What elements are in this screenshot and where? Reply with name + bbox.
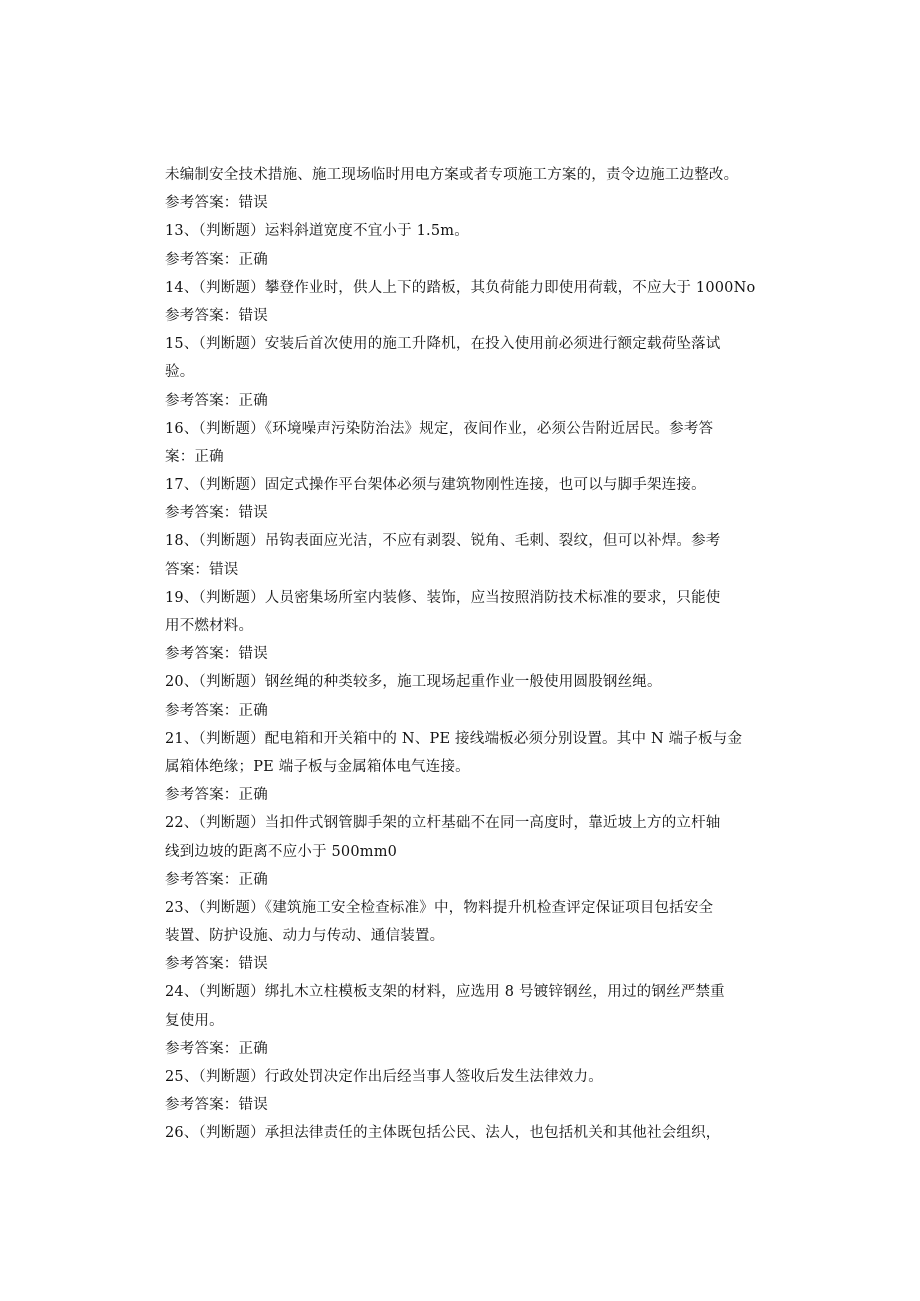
question-line: 21、（判断题）配电箱和开关箱中的 N、PE 接线端板必须分别设置。其中 N 端子板与金 [165, 730, 743, 747]
answer-line: 参考答案：正确 [165, 251, 268, 268]
question-line: 18、（判断题）吊钩表面应光洁，不应有剥裂、锐角、毛刺、裂纹，但可以补焊。参考 [165, 533, 721, 550]
question-line: 24、（判断题）绑扎木立柱模板支架的材料，应选用 8 号镀锌钢丝，用过的钢丝严禁重 [165, 984, 725, 1001]
question-line: 20、（判断题）钢丝绳的种类较多，施工现场起重作业一般使用圆股钢丝绳。 [165, 674, 662, 691]
answer-line: 参考答案：错误 [165, 505, 268, 522]
answer-line: 参考答案：正确 [165, 1040, 268, 1057]
answer-line: 参考答案：错误 [165, 307, 268, 324]
answer-line: 参考答案：错误 [165, 956, 268, 973]
question-line: 17、（判断题）固定式操作平台架体必须与建筑物刚性连接，也可以与脚手架连接。 [165, 477, 706, 494]
question-line: 22、（判断题）当扣件式钢管脚手架的立杆基础不在同一高度时，靠近坡上方的立杆轴 [165, 815, 721, 832]
question-line: 验。 [165, 364, 195, 381]
question-line: 复使用。 [165, 1012, 224, 1029]
text-line: 未编制安全技术措施、施工现场临时用电方案或者专项施工方案的，责令边施工边整改。 [165, 167, 739, 183]
question-line: 属箱体绝缘；PE 端子板与金属箱体电气连接。 [165, 758, 470, 775]
question-line: 15、（判断题）安装后首次使用的施工升降机，在投入使用前必须进行额定载荷坠落试 [165, 336, 721, 353]
question-line: 14、（判断题）攀登作业时，供人上下的踏板，其负荷能力即使用荷载，不应大于 1000No [165, 279, 756, 296]
question-line: 13、（判断题）运料斜道宽度不宜小于 1.5m。 [165, 223, 469, 240]
answer-line: 答案：错误 [165, 561, 239, 578]
question-line: 19、（判断题）人员密集场所室内装修、装饰，应当按照消防技术标准的要求，只能使 [165, 589, 721, 606]
answer-line: 参考答案：正确 [165, 702, 268, 719]
question-line: 16、（判断题）《环境噪声污染防治法》规定，夜间作业，必须公告附近居民。参考答 [165, 420, 714, 437]
answer-line: 案：正确 [165, 448, 224, 465]
question-line: 23、（判断题）《建筑施工安全检查标准》中，物料提升机检查评定保证项目包括安全 [165, 899, 714, 916]
answer-line: 参考答案：错误 [165, 1097, 268, 1114]
answer-line: 参考答案：正确 [165, 787, 268, 804]
answer-line: 参考答案：错误 [165, 646, 268, 663]
question-line: 装置、防护设施、动力与传动、通信装置。 [165, 928, 445, 945]
answer-line: 参考答案：正确 [165, 871, 268, 888]
question-line: 25、（判断题）行政处罚决定作出后经当事人签收后发生法律效力。 [165, 1069, 603, 1085]
document-page [165, 161, 765, 1148]
question-line: 用不燃材料。 [165, 618, 254, 634]
answer-line: 参考答案：错误 [165, 195, 268, 212]
question-line: 26、（判断题）承担法律责任的主体既包括公民、法人，也包括机关和其他社会组织， [165, 1125, 721, 1142]
question-line: 线到边坡的距离不应小于 500mm0 [165, 843, 398, 860]
answer-line: 参考答案：正确 [165, 392, 268, 409]
